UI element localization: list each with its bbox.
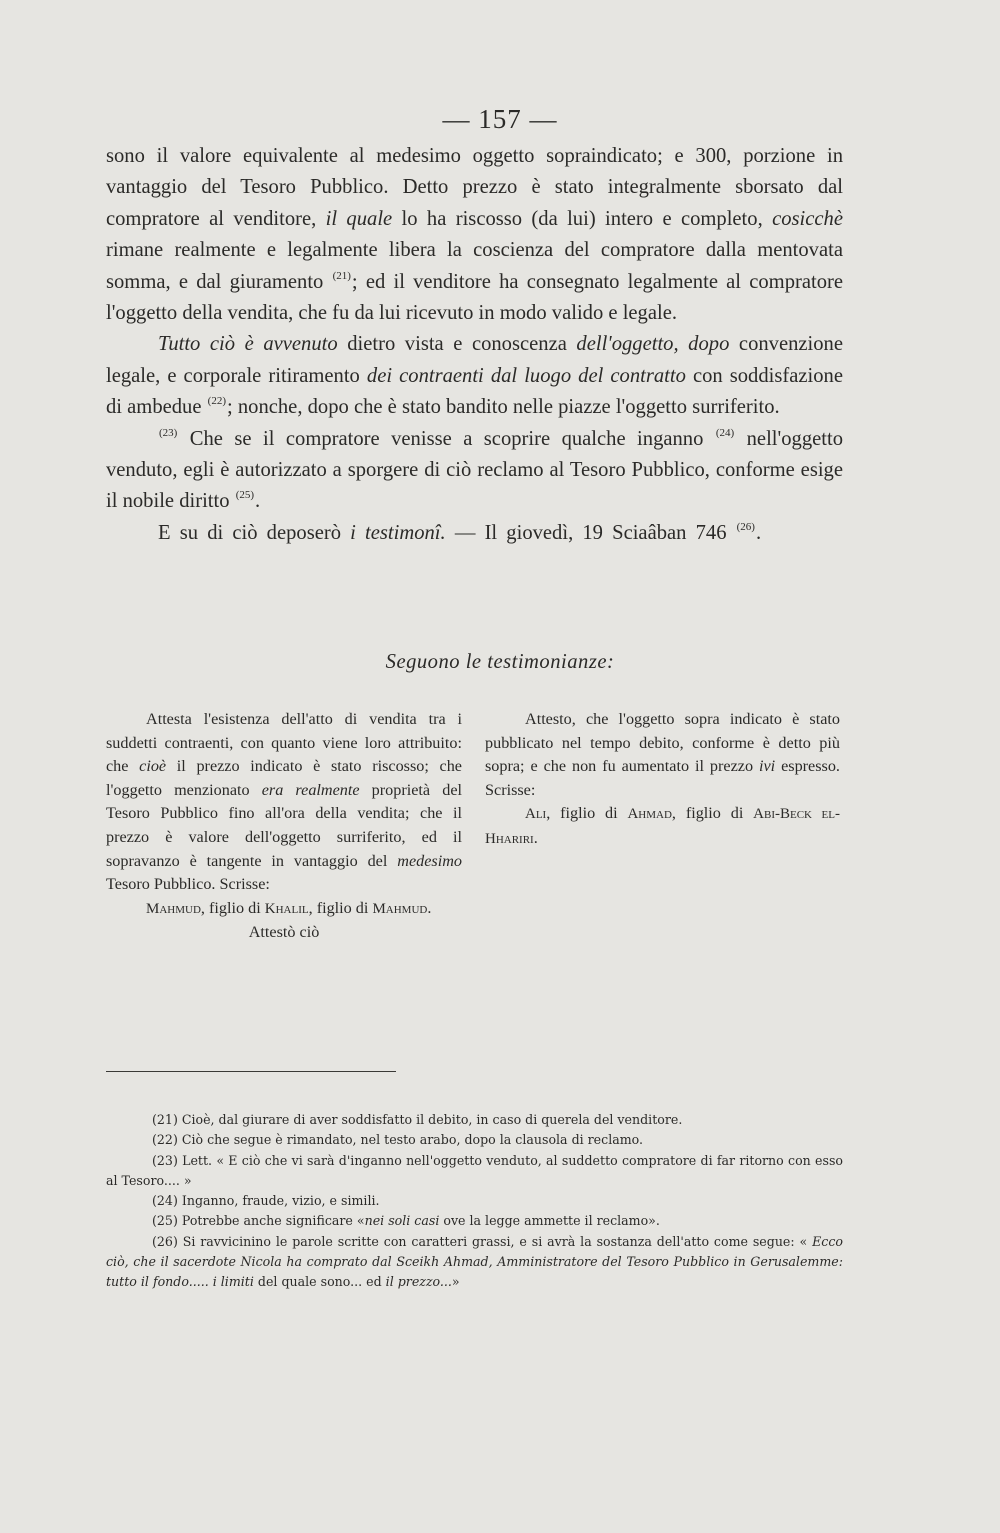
italic-run: il quale [325, 207, 393, 230]
italic-run: cioè [139, 757, 167, 776]
testimony-right-column [485, 708, 840, 852]
text-run: Che se il compratore venisse a scoprire qualche inganno [178, 427, 715, 450]
text-run: ; ed il venditore ha consegnato legalmente al compratore l'oggetto della vendita, che fu da lui ricevuto in modo valido e legale. [106, 270, 844, 325]
italic-run: era realmente [261, 780, 360, 799]
text-run: , figlio di [671, 804, 754, 823]
italic-run: i limiti [212, 1274, 254, 1290]
italic-run: cosicchè [772, 207, 843, 230]
text-run: espresso. Scrisse: [485, 757, 840, 799]
text-run: . [755, 521, 762, 544]
footnote-26 [106, 1232, 843, 1293]
footnote-21: (21) Cioè, dal giurare di aver soddisfatto il debito, in caso di querela del venditore. [152, 1112, 683, 1127]
text-run: del quale sono... ed [253, 1274, 386, 1290]
text-run: , figlio di [308, 898, 373, 917]
italic-run: ivi [758, 757, 776, 776]
text-run: . [533, 828, 538, 847]
footnote-ref-25[interactable]: (25) [235, 489, 255, 502]
text-run: . [255, 490, 261, 513]
text-run: proprietà del Tesoro Pubblico fino all'ora della vendita; che il prezzo è valore dell'oggetto surriferito, ed il sopravanzo è tangente in vantaggio del [106, 780, 463, 870]
signatory-grandfather-name: Mahmud [372, 900, 428, 917]
text-run: lo ha riscosso (da lui) intero e completo, [392, 207, 773, 230]
signatory-grandfather-name: Abi-Beck el-Hhariri [485, 806, 840, 847]
text-run: , figlio di [546, 804, 628, 823]
testimony-right-signature [485, 802, 840, 851]
testimony-left-signature [106, 897, 462, 922]
footnote-24: (24) Inganno, fraude, vizio, e simili. [152, 1193, 380, 1209]
main-text [106, 141, 843, 549]
paragraph-4 [106, 518, 843, 549]
footnote-25 [106, 1211, 843, 1231]
footnote-ref-24[interactable]: (24) [715, 426, 735, 439]
text-run: — Il giovedì, 19 Sciaâban 746 [445, 521, 736, 544]
paragraph-3 [106, 424, 843, 518]
footnote-ref-21[interactable]: (21) [332, 269, 351, 282]
signatory-father-name: Ahmad [627, 806, 672, 823]
text-run: nell'oggetto venduto, egli è autorizzato a sporgere di ciò reclamo al Tesoro Pubblico, conforme esige il nobile diritto [106, 427, 844, 513]
italic-run: dei contraenti dal luogo del contratto [366, 364, 686, 387]
text-run: il prezzo indicato è stato riscosso; che l'oggetto menzionato [106, 757, 462, 799]
text-run: E su di ciò deposerò [158, 521, 351, 544]
text-run: ove la legge ammette il reclamo». [439, 1213, 660, 1229]
italic-run: nei soli casi [364, 1213, 440, 1229]
italic-run: il prezzo... [385, 1274, 452, 1290]
italic-run: Ecco ciò, che il sacerdote Nicola ha comprato dal Sceikh Ahmad, Amministratore del Tesoro Pubblico in Gerusalemme: tutto il fondo..... [106, 1233, 843, 1290]
testimonies-heading: Seguono le testimonianze: [385, 651, 615, 673]
signatory-name: Mahmud [146, 900, 201, 917]
text-run: con soddisfazione di ambedue [106, 364, 843, 419]
italic-run: i testimonî. [350, 521, 446, 544]
italic-run: Tutto ciò è avvenuto [158, 333, 338, 356]
paragraph-2 [106, 329, 843, 423]
text-run: rimane realmente e legalmente libera la coscienza del compratore dalla mentovata somma, e dal giuramento [106, 239, 843, 293]
testimony-right-body [485, 708, 840, 802]
text-run: Attesta l'esistenza dell'atto di vendita tra i suddetti contraenti, con quanto viene loro attribuito: che [106, 710, 462, 776]
testimony-left-column [106, 708, 462, 945]
footnote-divider [106, 1071, 396, 1072]
text-run: Tesoro Pubblico. Scrisse: [106, 875, 270, 894]
paragraph-1 [106, 141, 843, 329]
footnote-ref-22[interactable]: (22) [207, 395, 226, 408]
text-run: , figlio di [200, 898, 265, 917]
testimony-left-closing: Attestò ciò [248, 923, 320, 942]
footnote-23: (23) Lett. « E ciò che vi sarà d'inganno nell'oggetto venduto, al suddetto compratore di far ritorno con esso al Tesoro.... » [106, 1152, 843, 1188]
text-run: ; nonche, dopo che è stato bandito nelle piazze l'oggetto surriferito. [226, 396, 780, 419]
text-run: Attesto, che l'oggetto sopra indicato è stato pubblicato nel tempo debito, conforme è detto più sopra; e che non fu aumentato il prezzo [485, 710, 840, 776]
footnotes [106, 1110, 843, 1293]
text-run: . [427, 898, 432, 917]
text-run: » [451, 1274, 460, 1290]
text-run: sono il valore equivalente al medesimo oggetto sopraindicato; e 300, porzione in vantaggio del Tesoro Pubblico. Detto prezzo è stato integralmente sborsato dal compratore al venditore, [106, 145, 843, 230]
italic-run: dell'oggetto, dopo [576, 333, 730, 356]
footnote-ref-23[interactable]: (23) [159, 426, 178, 439]
signatory-name: Ali [525, 806, 547, 823]
text-run: (26) Si ravvicinino le parole scritte con caratteri grassi, e si avrà la sostanza dell'atto come segue: « [152, 1233, 813, 1249]
footnote-ref-26[interactable]: (26) [736, 520, 755, 533]
signatory-father-name: Khalil [264, 900, 309, 917]
text-run: (25) Potrebbe anche significare « [152, 1213, 365, 1229]
footnote-22: (22) Ciò che segue è rimandato, nel testo arabo, dopo la clausola di reclamo. [152, 1132, 644, 1148]
page-number: — 157 — [442, 104, 558, 134]
text-run: dietro vista e conoscenza [337, 333, 577, 356]
italic-run: medesimo [397, 851, 462, 870]
text-run: convenzione legale, e corporale ritiramento [106, 333, 843, 387]
testimony-left-body [106, 708, 462, 897]
